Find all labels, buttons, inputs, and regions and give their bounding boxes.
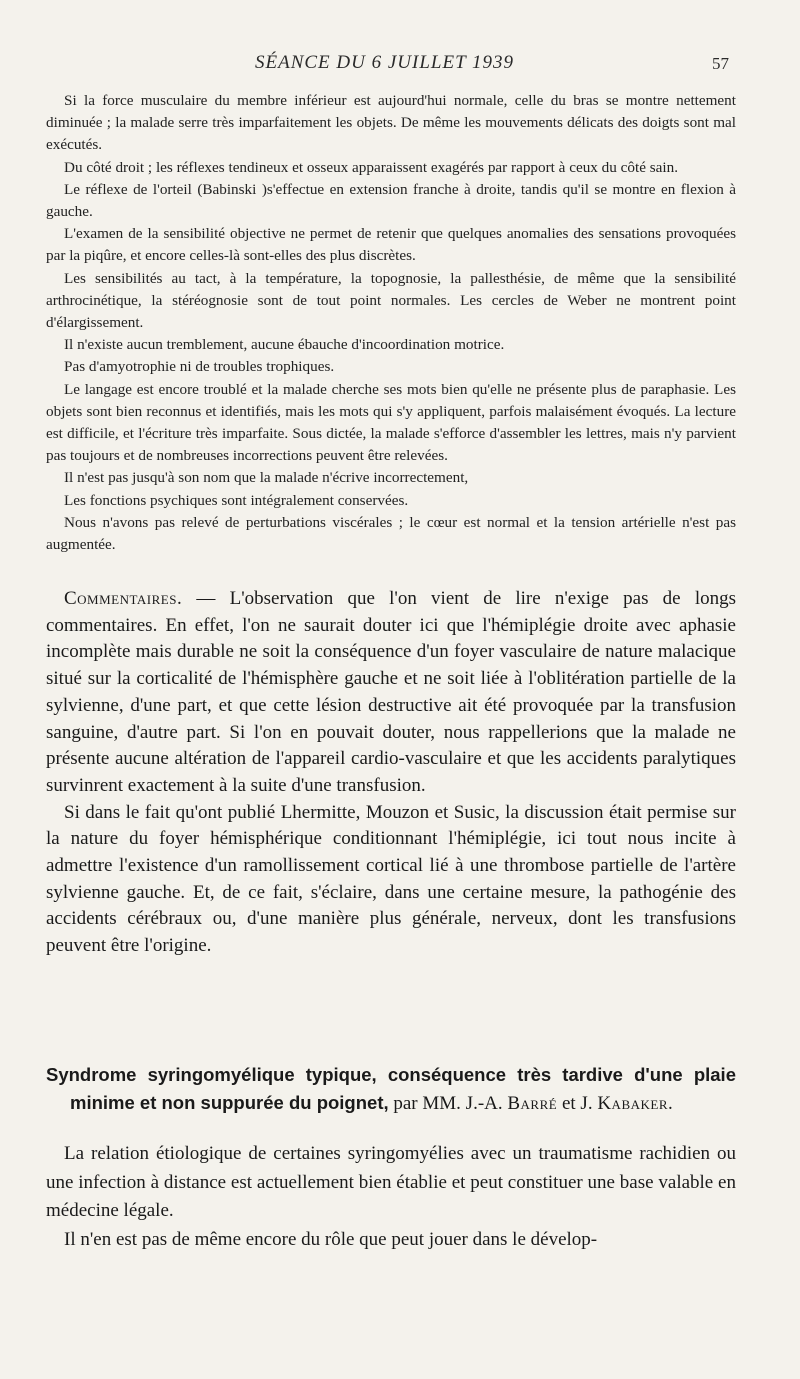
running-title: SÉANCE DU 6 JUILLET 1939 [255,52,515,73]
commentary-text: — L'observation que l'on vient de lire n'exige pas de longs commentaires. En effet, l'on ne saurait douter ici que l'hémiplégie droite avec aphasie incomplète mais durable ne soit la conséquence d'un foyer vasculaire de nature malacique situé sur la corticalité de l'hémisphère gauche et ne soit liée à l'oblitération partielle de la sylvienne, d'une part, et que cette lésion destructive ait été provoquée par la transfusion sanguine, d'autre part. Si l'on en pouvait douter, nous rappellerions que la malade ne présente aucune altération de l'appareil cardio-vasculaire et que les accidents paralytiques survinrent exactement à la suite d'une transfusion. [46,588,736,796]
commentary-label: Commentaires. [64,588,183,609]
author-name: Barré [507,1093,558,1114]
authors-suffix: . [668,1093,673,1114]
observation-paragraph: Le langage est encore troublé et la malade cherche ses mots bien qu'elle ne présente plus de paraphasie. Les objets sont bien reconnus et identifiés, mais les mots qui s'y appliquent, parfois malaisément évoqués. La lecture est difficile, et l'écriture très imparfaite. Sous dictée, la malade s'efforce d'assembler les lettres, mais n'y parvient pas toujours et de nombreuses incorrections peuvent être relevées. [46,380,736,465]
page-number: 57 [712,54,729,73]
observation-paragraph: Pas d'amyotrophie ni de troubles trophiques. [64,358,335,376]
observation-paragraph: L'examen de la sensibilité objective ne permet de retenir que quelques anomalies des sensations provoquées par la piqûre, et encore celles-là sont-elles des plus discrètes. [46,225,736,265]
commentary-paragraph [46,586,736,800]
observation-paragraph: Si la force musculaire du membre inférieur est aujourd'hui normale, celle du bras se montre nettement diminuée ; la malade serre très imparfaitement les objets. De même les mouvements délicats des doigts sont mal exécutés. [46,92,736,154]
section-title: Syndrome syringomyélique typique, conséquence très tardive d'une plaie minime et non suppurée du poignet, [46,1064,736,1113]
author-name: Kabaker [597,1093,668,1114]
observation-paragraph: Du côté droit ; les réflexes tendineux et osseux apparaissent exagérés par rapport à ceux du côté sain. [64,158,679,176]
section-body [46,1140,736,1254]
section-paragraph: Il n'en est pas de même encore du rôle que peut jouer dans le dévelop- [64,1228,598,1250]
section-heading [46,1061,736,1117]
observation-paragraph: Les sensibilités au tact, à la température, la topognosie, la pallesthésie, de même que la sensibilité arthrocinétique, la stéréognosie sont de tout point normales. Les cercles de Weber ne montrent point d'élargissement. [46,269,736,332]
page-header [0,48,800,78]
commentary-paragraph: Si dans le fait qu'ont publié Lhermitte, Mouzon et Susic, la discussion était permise sur la nature du foyer hémisphérique conditionnant l'hémiplégie, ici tout nous incite à admettre l'existence d'un ramollissement cortical lié à une thrombose partielle de l'artère sylvienne gauche. Et, de ce fait, s'éclaire, dans une certaine mesure, la pathogénie des accidents cérébraux ou, d'une manière plus générale, nerveux, dont les transfusions peuvent être l'origine. [46,801,736,957]
observation-paragraph: Il n'est pas jusqu'à son nom que la malade n'écrive incorrectement, [64,469,469,487]
section-paragraph: La relation étiologique de certaines syringomyélies avec un traumatisme rachidien ou une infection à distance est actuellement bien établie et peut constituer une base valable en médecine légale. [46,1143,736,1221]
observation-paragraph: Le réflexe de l'orteil (Babinski )s'effectue en extension franche à droite, tandis qu'il se montre en flexion à gauche. [46,180,736,221]
observation-paragraph: Nous n'avons pas relevé de perturbations viscérales ; le cœur est normal et la tension artérielle n'est pas augmentée. [46,513,736,554]
observation-paragraph: Les fonctions psychiques sont intégralement conservées. [64,491,409,509]
observation-text [46,90,736,556]
observation-paragraph: Il n'existe aucun tremblement, aucune ébauche d'incoordination motrice. [64,336,505,354]
article-section [46,1061,736,1254]
authors-prefix: par MM. J.-A. [388,1093,508,1114]
authors-mid: et J. [557,1093,598,1114]
commentary-section [46,586,736,960]
